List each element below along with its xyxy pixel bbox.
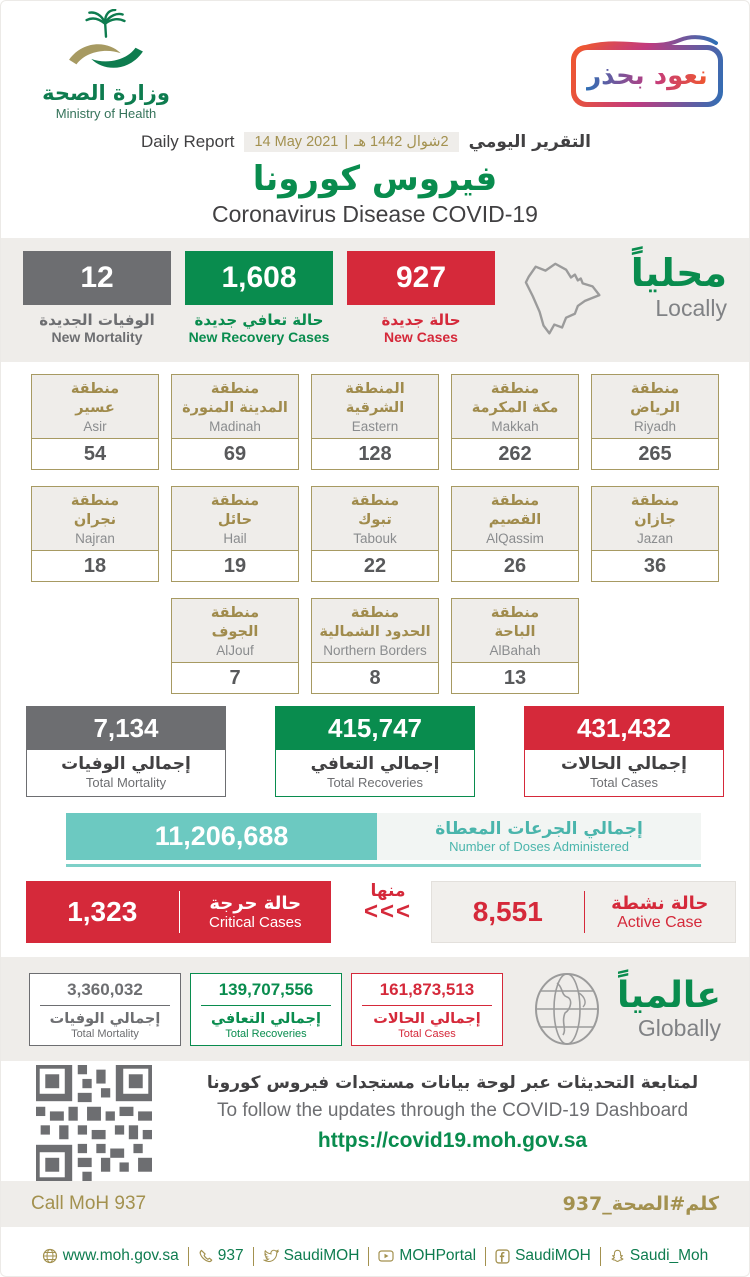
of-which-indicator: منها <<< [353, 881, 423, 923]
global-recoveries-box: 139,707,556 إجمالي التعافي Total Recoveries [190, 973, 342, 1046]
critical-label-ar: حالة حرجة [209, 893, 302, 914]
region-box-jazan: منطقة جازان Jazan 36 [591, 486, 719, 582]
region-value: 13 [503, 666, 527, 689]
region-box-albahah: منطقة الباحة AlBahah 13 [451, 598, 579, 694]
badge-swoosh-icon [575, 33, 719, 53]
footer-twitter-handle[interactable]: SaudiMOH [263, 1247, 360, 1265]
region-value: 19 [223, 554, 247, 577]
date-gregorian: 14 May 2021 [254, 134, 339, 150]
new-cases-value: 927 [347, 251, 495, 305]
region-value: 54 [83, 442, 107, 465]
region-value: 22 [363, 554, 387, 577]
daily-report-label-ar: التقرير اليومي [468, 132, 591, 152]
globe-icon [42, 1248, 58, 1264]
footer-youtube-handle[interactable]: MOHPortal [378, 1247, 476, 1265]
total-recoveries-box: 415,747 إجمالي التعافي Total Recoveries [275, 706, 475, 797]
region-value: 36 [643, 554, 667, 577]
region-value: 128 [358, 442, 392, 465]
new-mortality-label-en: New Mortality [51, 329, 143, 345]
logo-title-english: Ministry of Health [55, 106, 157, 121]
date-box [244, 132, 458, 152]
active-cases-value: 8,551 [472, 896, 543, 927]
region-box-najran: منطقة نجران Najran 18 [31, 486, 159, 582]
total-cases-box: 431,432 إجمالي الحالات Total Cases [524, 706, 724, 797]
footer-snapchat-handle[interactable]: Saudi_Moh [610, 1247, 708, 1265]
page-title-arabic: فيروس كورونا [252, 159, 498, 199]
badge-label: نعود بحذر [586, 61, 708, 91]
footer-social-row [1, 1227, 749, 1277]
call-band [1, 1181, 749, 1227]
dashboard-section [1, 1061, 749, 1181]
new-cases-stat [347, 251, 495, 362]
locally-section [1, 238, 749, 362]
region-box-hail: منطقة حائل Hail 19 [171, 486, 299, 582]
footer-phone[interactable]: 937 [198, 1247, 244, 1265]
active-label-en: Active Case [617, 913, 703, 931]
region-box-aljouf: منطقة الجوف AlJouf 7 [171, 598, 299, 694]
region-box-tabouk: منطقة تبوك Tabouk 22 [311, 486, 439, 582]
call-hashtag-label: كلم#الصحة_937 [562, 1193, 719, 1215]
region-value: 18 [83, 554, 107, 577]
regions-grid [1, 362, 749, 694]
totals-row [26, 706, 724, 797]
doses-label-ar: إجمالي الجرعات المعطاة [435, 819, 643, 839]
region-value: 26 [503, 554, 527, 577]
qr-code [36, 1065, 152, 1181]
date-row [1, 129, 749, 155]
dashboard-text-en: To follow the updates through the COVID-19 Dashboard [216, 1100, 689, 1121]
daily-report-label-en: Daily Report [140, 132, 235, 151]
critical-label-en: Critical Cases [208, 914, 302, 931]
new-mortality-label-ar: الوفيات الجديدة [39, 311, 155, 329]
chevrons-left-icon: <<< [363, 898, 413, 925]
region-box-northern-borders: منطقة الحدود الشمالية Northern Borders 8 [311, 598, 439, 694]
region-box-eastern: المنطقة الشرقية Eastern 128 [311, 374, 439, 470]
global-mortality-box: 3,360,032 إجمالي الوفيات Total Mortality [29, 973, 181, 1046]
page-title-english: Coronavirus Disease COVID-19 [212, 201, 538, 227]
footer-facebook-handle[interactable]: SaudiMOH [495, 1247, 591, 1265]
globally-heading-ar: عالمياً [617, 974, 721, 1016]
header [1, 1, 749, 129]
doses-value: 11,206,688 [66, 813, 377, 860]
saudi-arabia-map-icon [515, 253, 623, 351]
total-mortality-value: 7,134 [26, 706, 226, 750]
region-box-riyadh: منطقة الرياض Riyadh 265 [591, 374, 719, 470]
new-mortality-stat [23, 251, 171, 362]
logo-title-arabic: وزارة الصحة [42, 81, 170, 105]
region-box-asir: منطقة عسير Asir 54 [31, 374, 159, 470]
critical-cases-box [26, 881, 331, 943]
region-value: 69 [223, 442, 247, 465]
region-box-alqassim: منطقة القصيم AlQassim 26 [451, 486, 579, 582]
moh-palm-crescent-icon [46, 9, 166, 81]
locally-heading-en: Locally [655, 294, 727, 321]
phone-icon [198, 1249, 213, 1264]
critical-cases-value: 1,323 [67, 896, 138, 927]
return-with-caution-badge [571, 45, 723, 107]
region-value: 265 [638, 442, 672, 465]
active-cases-box [431, 881, 736, 943]
dashboard-url-link[interactable]: https://covid19.moh.gov.sa [317, 1129, 588, 1152]
snapchat-icon [610, 1249, 625, 1264]
doses-label-en: Number of Doses Administered [449, 839, 630, 854]
new-recoveries-value: 1,608 [185, 251, 333, 305]
new-recoveries-stat [185, 251, 333, 362]
new-recoveries-label-en: New Recovery Cases [188, 329, 330, 345]
new-mortality-value: 12 [23, 251, 171, 305]
region-value: 8 [369, 666, 381, 689]
date-hijri: 2شوال 1442 هـ [354, 134, 449, 150]
facebook-icon [495, 1249, 510, 1264]
region-box-makkah: منطقة مكة المكرمة Makkah 262 [451, 374, 579, 470]
new-recoveries-label-ar: حالة تعافي جديدة [194, 311, 324, 329]
global-cases-box: 161,873,513 إجمالي الحالات Total Cases [351, 973, 503, 1046]
critical-active-row [1, 881, 749, 945]
region-value: 7 [229, 666, 241, 689]
twitter-icon [263, 1248, 279, 1264]
doses-bar [66, 813, 701, 867]
call-moh-label: Call MoH 937 [31, 1193, 147, 1214]
total-mortality-box: 7,134 إجمالي الوفيات Total Mortality [26, 706, 226, 797]
youtube-icon [378, 1249, 394, 1263]
globally-section [1, 957, 749, 1061]
active-label-ar: حالة نشطة [611, 892, 709, 914]
new-cases-label-en: New Cases [384, 329, 458, 345]
total-cases-value: 431,432 [524, 706, 724, 750]
globe-icon [527, 967, 607, 1051]
new-cases-label-ar: حالة جديدة [381, 311, 461, 329]
total-recoveries-value: 415,747 [275, 706, 475, 750]
globally-heading-en: Globally [637, 1015, 721, 1042]
moh-logo [31, 9, 181, 121]
region-box-madinah: منطقة المدينة المنورة Madinah 69 [171, 374, 299, 470]
dashboard-text-ar: لمتابعة التحديثات عبر لوحة بيانات مستجدات فيروس كورونا [206, 1073, 699, 1093]
locally-heading-ar: محلياً [630, 251, 727, 295]
date-separator: | [344, 134, 349, 150]
region-value: 262 [498, 442, 532, 465]
footer-website-link[interactable]: www.moh.gov.sa [42, 1247, 179, 1265]
